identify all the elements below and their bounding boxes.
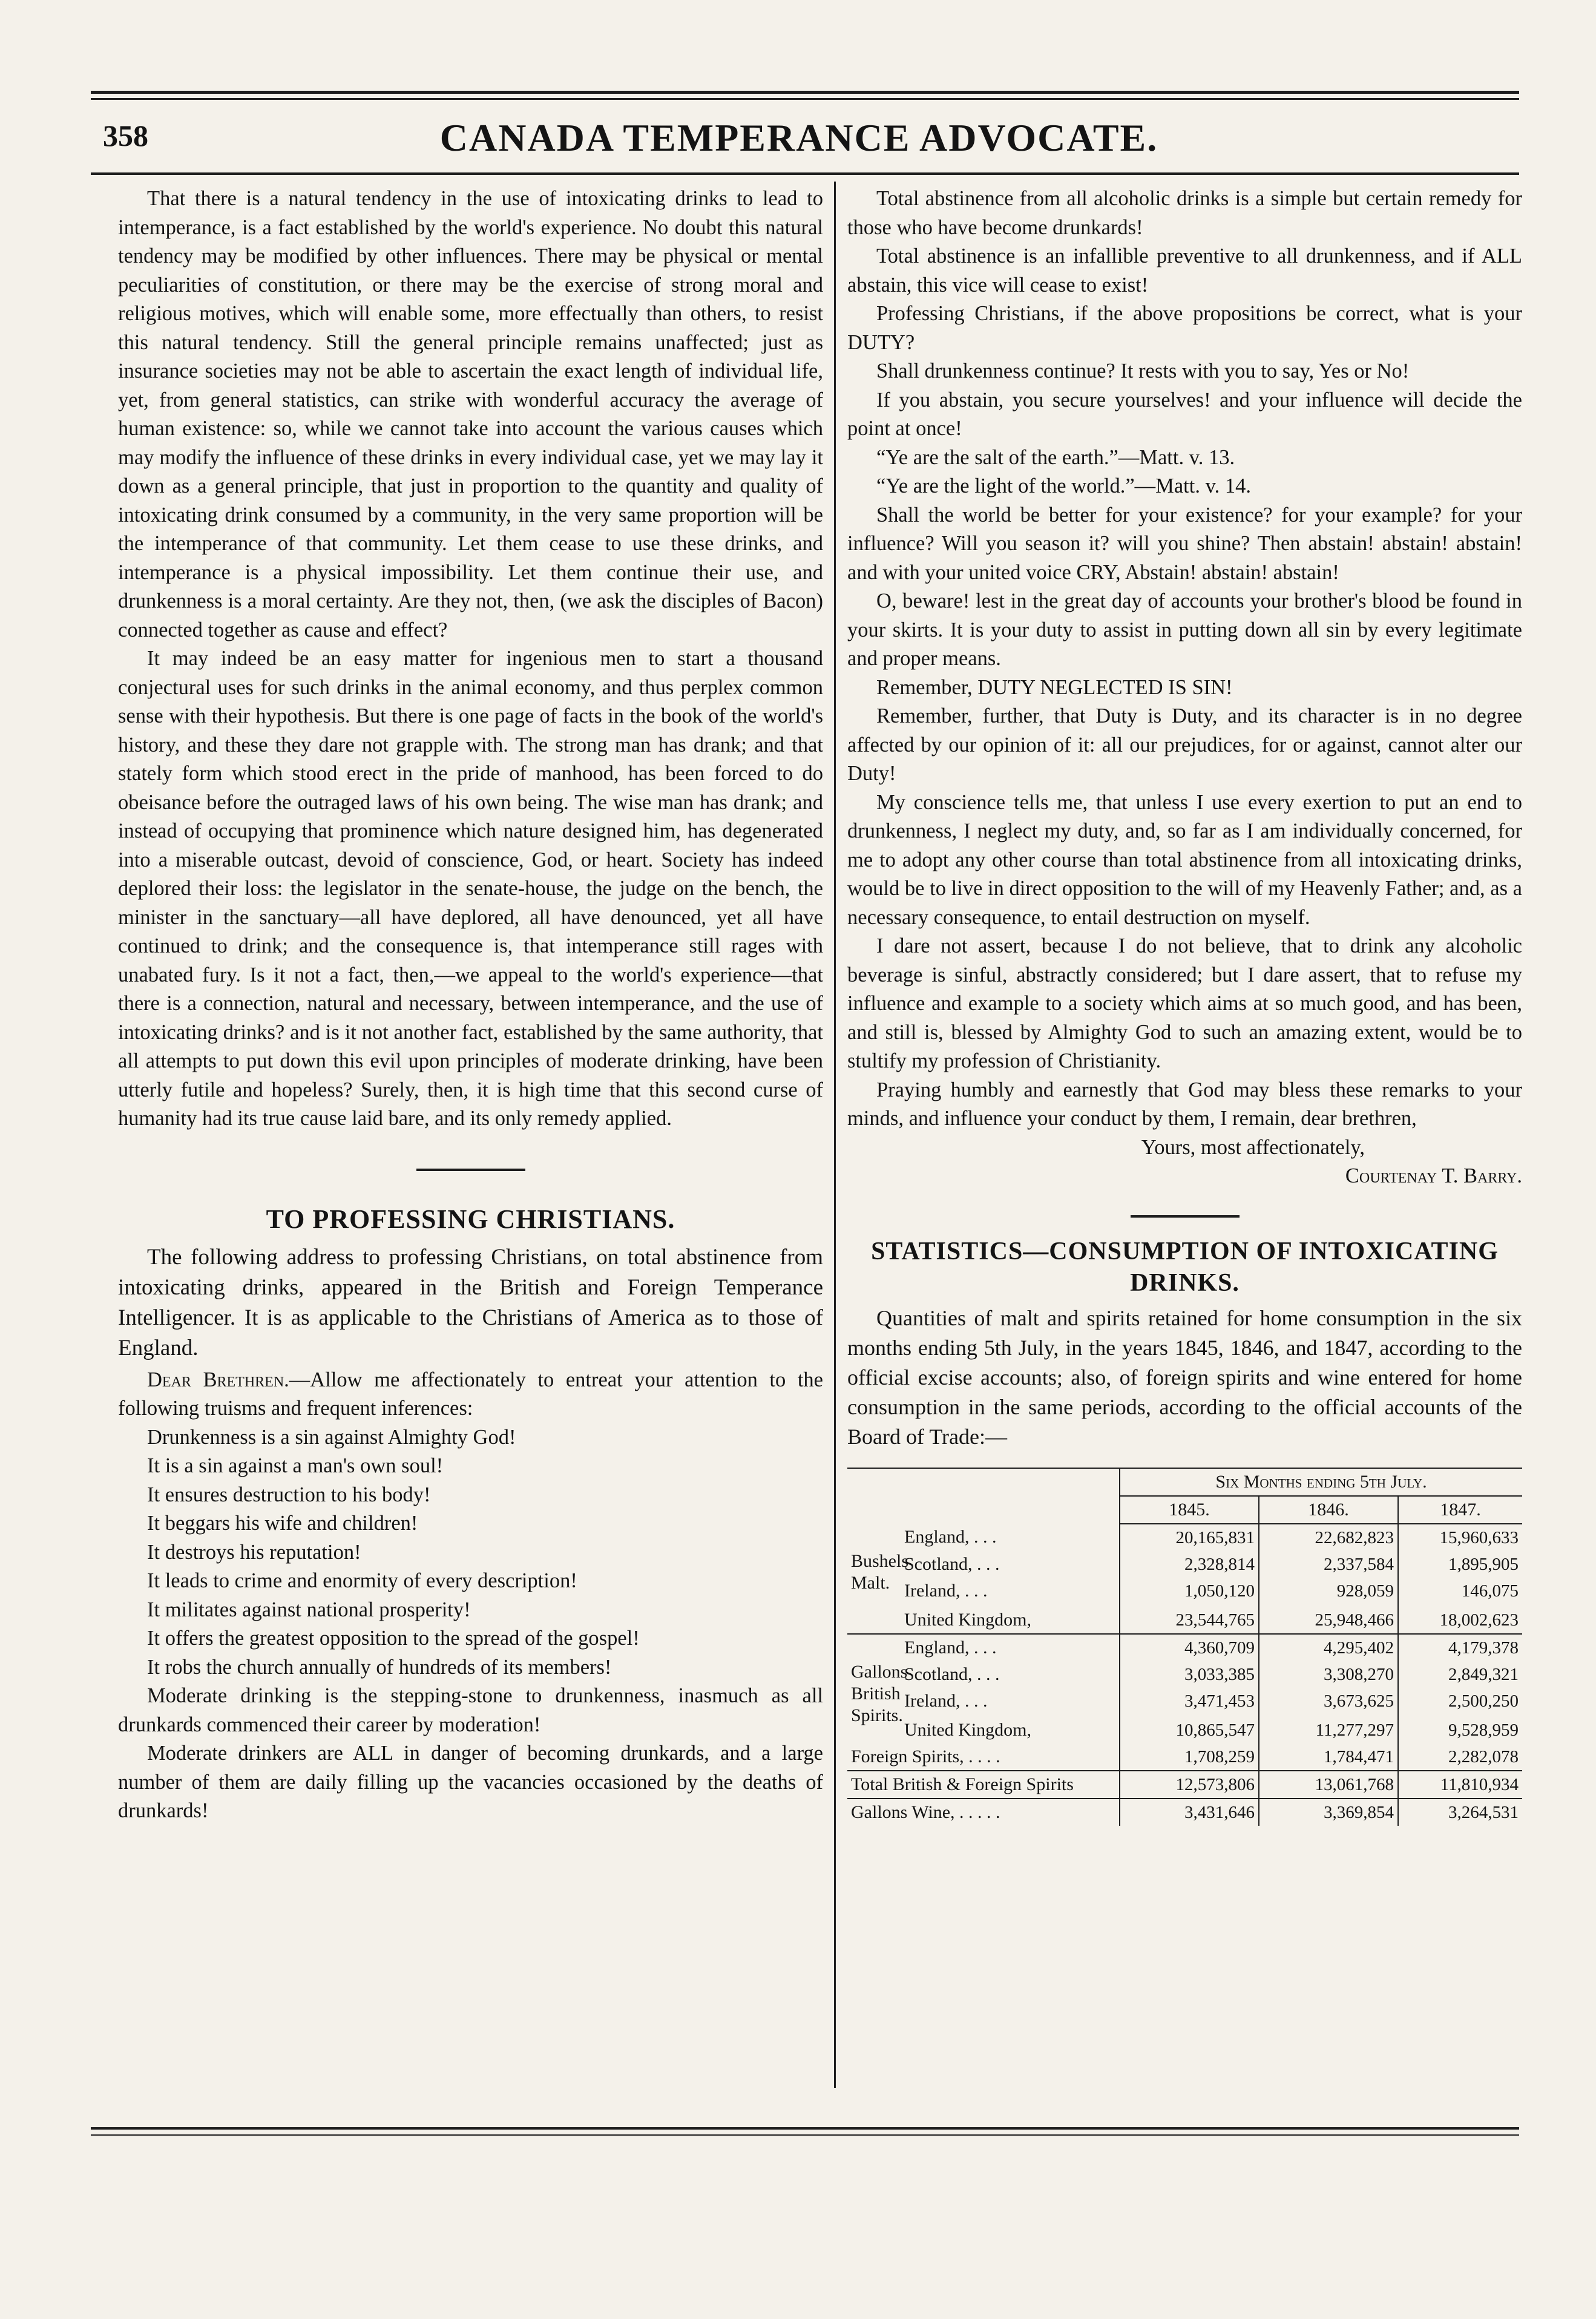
address-line: Remember, further, that Duty is Duty, and its character is in no degree affected by our opinion of it: all our prejudices, for or against, cannot alter our Duty! [847,704,1522,785]
page-number: 358 [103,119,148,153]
cell-value: 4,179,378 [1398,1634,1522,1661]
cell-value: 11,810,934 [1398,1771,1522,1799]
row-label: United Kingdom, [904,1719,1031,1740]
truism-long: Moderate drinking is the stepping-stone to drunkenness, inasmuch as all drunkards commenced their career by moderation! [118,1684,823,1736]
cell-value: 3,673,625 [1259,1688,1398,1714]
cell-value: 12,573,806 [1120,1771,1259,1799]
stats-intro: Quantities of malt and spirits retained for home consumption in the six months ending 5th July, in the years 1845, 1846, and 1847, according to the official excise accounts; also, of foreign spirits and wine entered for home consumption in the same periods, according to the official accounts of the Board of Trade:— [847,1305,1522,1449]
truism: It robs the church annually of hundreds of its members! [147,1655,612,1679]
row-label: Foreign Spirits, . . . . [851,1746,1000,1766]
statistics-table [847,1468,1522,1826]
cell-value: 13,061,768 [1259,1771,1398,1799]
address-line: Shall the world be better for your existence? for your example? for your influence? Will you season it? will you shine? Then abstain! abstain! abstain! and with your united voice CRY, Abstain! abstain! abstain! [847,503,1522,584]
cell-value: 23,544,765 [1120,1607,1259,1634]
cell-value: 2,337,584 [1259,1551,1398,1578]
scripture-quote: “Ye are the light of the world.”—Matt. v. 14. [876,474,1251,497]
gallons-spirits-label: Gallons British Spirits. [847,1634,901,1743]
closing-paragraph: Praying humbly and earnestly that God may bless these remarks to your minds, and influence your conduct by them, I remain, dear brethren, [847,1078,1522,1130]
bottom-rule [91,2127,1519,2130]
cell-value: 9,528,959 [1398,1717,1522,1743]
cell-value: 1,895,905 [1398,1551,1522,1578]
salutation-paragraph [118,1366,823,1423]
address-line: Total abstinence is an infallible preventive to all drunkenness, and if ALL abstain, this vice will cease to exist! [847,244,1522,297]
address-line: O, beware! lest in the great day of accounts your brother's blood be found in your skirts. It is your duty to assist in putting down all sin by every legitimate and proper means. [847,589,1522,670]
address-line: Total abstinence from all alcoholic drinks is a simple but certain remedy for those who have become drunkards! [847,187,1522,239]
row-label: Scotland, . . . [904,1664,1000,1684]
right-column [847,185,1522,1826]
cell-value: 3,308,270 [1259,1661,1398,1688]
row-label: Ireland, . . . [904,1690,988,1711]
cell-value: 3,369,854 [1259,1799,1398,1826]
row-label: Scotland, . . . [904,1553,1000,1574]
address-line: If you abstain, you secure yourselves! and your influence will decide the point at once! [847,388,1522,440]
cell-value: 15,960,633 [1398,1524,1522,1551]
cell-value: 10,865,547 [1120,1717,1259,1743]
cell-value: 3,431,646 [1120,1799,1259,1826]
cell-value: 20,165,831 [1120,1524,1259,1551]
bushels-malt-label: Bushels Malt. [851,1550,909,1593]
signature: Courtenay T. Barry. [1345,1164,1522,1187]
truism-long: Moderate drinkers are ALL in danger of becoming drunkards, and a large number of them are daily filling up the vacancies occasioned by the deaths of drunkards! [118,1742,823,1822]
cell-value: 4,360,709 [1120,1634,1259,1661]
salutation-rest: —Allow me affectionately to entreat your attention to the following truisms and frequent inferences: [118,1368,823,1420]
truism: It destroys his reputation! [147,1540,361,1564]
cell-value: 2,849,321 [1398,1661,1522,1688]
intro-paragraph-2: It may indeed be an easy matter for ingenious men to start a thousand conjectural uses for such drinks in the animal economy, and thus perplex common sense with their hypothesis. But there is one page of facts in the book of the world's history, and these they dare not grapple with. The strong man has drank; and that stately form which stood erect in the pride of manhood, has been forced to do obeisance before the outraged laws of his own being. The wise man has drank; and instead of occupying that prominence which nature designed him, has degenerated into a miserable outcast, devoid of conscience, God, or heart. Society has indeed deplored their loss: the legislator in the senate-house, the judge on the bench, the minister in the sanctuary—all have deplored, all have denounced, yet all have continued to drink; and the consequence is, that intemperance still rages with unabated fury. Is it not a fact, then,—we appeal to the world's experience—that there is a connection, natural and necessary, between intemperance, and the use of intoxicating drinks? and is it not another fact, established by the same authority, that all attempts to put down this evil upon principles of moderate drinking, have been utterly futile and hopeless? Surely, then, it is high time that this second curse of humanity had its true cause laid bare, and its only remedy applied. [118,647,823,1130]
paper-title: CANADA TEMPERANCE ADVOCATE. [439,116,1158,159]
closing-paragraph: My conscience tells me, that unless I use every exertion to put an end to drunkenness, I neglect my duty, and, so far as I am individually concerned, for me to adopt any other course than total abstinence from all intoxicating drinks, would be to live in direct opposition to the will of my Heavenly Father; and, as a necessary consequence, to entail destruction on myself. [847,790,1522,929]
page-header [103,118,1495,166]
cell-value: 2,328,814 [1120,1551,1259,1578]
cell-value: 3,264,531 [1398,1799,1522,1826]
section-intro: The following address to professing Christians, on total abstinence from intoxicating drinks, appeared in the British and Foreign Temperance Intelligencer. It is as applicable to the Christians of America as to those of England. [118,1244,823,1360]
intro-paragraph-1: That there is a natural tendency in the use of intoxicating drinks to lead to intemperance, is a fact established by the world's experience. No doubt this natural tendency may be modified by other influences. There may be physical or mental peculiarities of constitution, or there may be the exercise of strong moral and religious motives, which will enable some, more effectually than others, to resist this natural tendency. Still the general principle remains unaffected; just as insurance societies may not be able to ascertain the exact length of individual life, yet, from general statistics, can strike with wonderful accuracy the average of human existence: so, while we cannot take into account the various causes which may modify the influence of these drinks in every individual case, yet we may lay it down as a general principle, that just in proportion to the quantity and quality of intoxicating drink consumed by a community, in the very same proportion will be the intemperance of that community. Let them cease to use these drinks, and intemperance is a physical impossibility. Let them continue their use, and drunkenness is a moral certainty. Are they not, then, (we ask the disciples of Bacon) connected together as cause and effect? [118,187,823,641]
cell-value: 3,033,385 [1120,1661,1259,1688]
closing: Yours, most affectionately, [1141,1135,1365,1159]
truisms-list [118,1423,823,1682]
cell-value: 3,471,453 [1120,1688,1259,1714]
section-title: TO PROFESSING CHRISTIANS. [266,1204,675,1234]
column-divider [834,182,836,2088]
truism: It is a sin against a man's own soul! [147,1454,444,1477]
top-rule-thin [91,98,1519,100]
truism: It leads to crime and enormity of every description! [147,1569,577,1592]
cell-value: 928,059 [1259,1578,1398,1604]
cell-value: 4,295,402 [1259,1634,1398,1661]
salutation: Dear Brethren. [147,1368,289,1391]
cell-value: 1,050,120 [1120,1578,1259,1604]
cell-value: 25,948,466 [1259,1607,1398,1634]
row-label: Gallons Wine, . . . . . [847,1799,1120,1826]
row-label: England, . . . [901,1634,1120,1661]
truism: It offers the greatest opposition to the spread of the gospel! [147,1627,640,1650]
year-header: 1846. [1259,1496,1398,1524]
cell-value: 18,002,623 [1398,1607,1522,1634]
row-label: United Kingdom, [904,1609,1031,1630]
bottom-rule-thin [91,2134,1519,2136]
top-rule [91,91,1519,94]
scripture-quote: “Ye are the salt of the earth.”—Matt. v. 13. [876,445,1235,469]
truism: It ensures destruction to his body! [147,1483,431,1506]
header-rule [91,172,1519,175]
cell-value: 1,708,259 [1120,1743,1259,1771]
cell-value: 11,277,297 [1259,1717,1398,1743]
cell-value: 2,282,078 [1398,1743,1522,1771]
truism: It beggars his wife and children! [147,1512,418,1535]
address-line: Remember, DUTY NEGLECTED IS SIN! [876,675,1233,699]
cell-value: 2,500,250 [1398,1688,1522,1714]
closing-paragraph: I dare not assert, because I do not believe, that to drink any alcoholic beverage is sinful, abstractly considered; but I dare assert, that to refuse my influence and example to a society which aims at so much good, and has been, and still is, blessed by Almighty God to such an amazing extent, would be to stultify my profession of Christianity. [847,934,1522,1072]
cell-value: 1,784,471 [1259,1743,1398,1771]
truism: Drunkenness is a sin against Almighty God! [147,1425,516,1449]
address-line: Professing Christians, if the above propositions be correct, what is your DUTY? [847,302,1522,354]
left-column [118,185,823,1826]
year-header: 1847. [1398,1496,1522,1524]
row-label: Ireland, . . . [904,1580,988,1601]
span-header: Six Months ending 5th July. [1120,1468,1522,1496]
cell-value: 22,682,823 [1259,1524,1398,1551]
cell-value: 146,075 [1398,1578,1522,1604]
truism: It militates against national prosperity! [147,1598,471,1621]
year-header: 1845. [1120,1496,1259,1524]
stats-title: STATISTICS—CONSUMPTION OF INTOXICATING DRINKS. [871,1237,1499,1297]
address-line: Shall drunkenness continue? It rests with you to say, Yes or No! [876,359,1410,382]
row-label: England, . . . [904,1526,997,1547]
row-label: Total British & Foreign Spirits [847,1771,1120,1799]
